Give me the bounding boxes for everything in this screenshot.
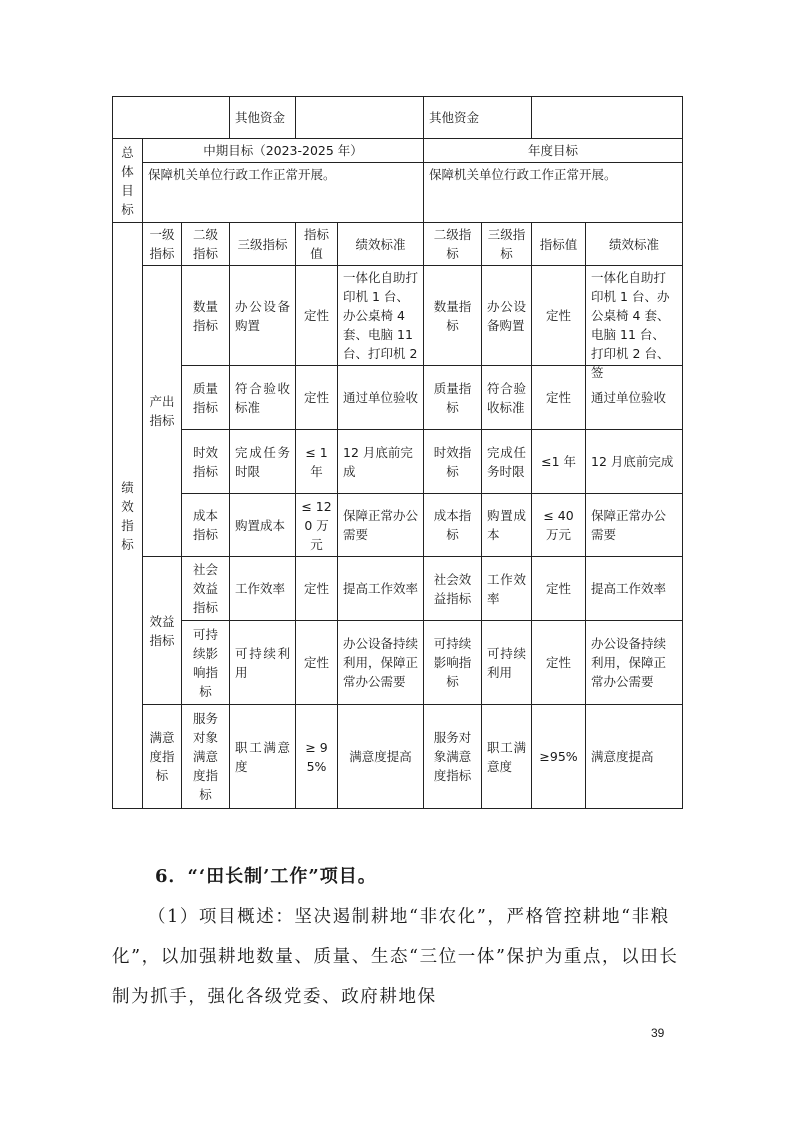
annual-standard-cell: 一体化自助打印机 1 台、办公桌椅 4 套、电脑 11 台、打印机 2 台、签 — [586, 266, 683, 366]
annual-level2-cell: 服务对象满意度指标 — [424, 705, 482, 809]
header-level3: 三级指标 — [230, 223, 296, 266]
value-cell: ≤ 120 万元 — [296, 494, 338, 557]
annual-level2-cell: 社会效益指标 — [424, 557, 482, 621]
mid-term-goal-header: 中期目标（2023-2025 年） — [143, 139, 424, 163]
table-row — [113, 557, 683, 621]
annual-level2-cell: 成本指标 — [424, 494, 482, 557]
annual-level2-cell: 时效指标 — [424, 430, 482, 494]
annual-value-cell: 定性 — [532, 621, 586, 705]
value-cell: 定性 — [296, 621, 338, 705]
annual-level3-cell: 工作效率 — [482, 557, 532, 621]
annual-level2-cell: 数量指标 — [424, 266, 482, 366]
level3-cell: 办公设备购置 — [230, 266, 296, 366]
level2-cell: 成本指标 — [182, 494, 230, 557]
level2-cell: 数量指标 — [182, 266, 230, 366]
empty-cell — [296, 97, 424, 139]
page-number: 39 — [651, 1026, 665, 1040]
annual-value-cell: 定性 — [532, 557, 586, 621]
annual-level2-cell: 可持续影响指标 — [424, 621, 482, 705]
level3-cell: 符合验收标准 — [230, 366, 296, 430]
annual-standard-cell: 提高工作效率 — [586, 557, 683, 621]
table-row — [113, 621, 683, 705]
value-cell: 定性 — [296, 557, 338, 621]
standard-cell: 办公设备持续利用，保障正常办公需要 — [338, 621, 424, 705]
annual-level3-cell: 购置成本 — [482, 494, 532, 557]
annual-standard-cell: 12 月底前完成 — [586, 430, 683, 494]
value-cell: 定性 — [296, 366, 338, 430]
level3-cell: 购置成本 — [230, 494, 296, 557]
group-output-label: 产出指标 — [143, 266, 182, 557]
header-level2: 二级指标 — [182, 223, 230, 266]
section-paragraph: （1）项目概述：坚决遏制耕地“非农化”，严格管控耕地“非粮化”，以加强耕地数量、质量、生态“三位一体”保护为重点，以田长制为抓手，强化各级党委、政府耕地保 — [112, 907, 679, 1007]
empty-cell — [532, 97, 683, 139]
annual-value-cell: 定性 — [532, 266, 586, 366]
annual-level3-cell: 可持续利用 — [482, 621, 532, 705]
header-annual-standard: 绩效标准 — [586, 223, 683, 266]
annual-level3-cell: 办公设备购置 — [482, 266, 532, 366]
group-benefit-label: 效益指标 — [143, 557, 182, 705]
header-annual-level3: 三级指标 — [482, 223, 532, 266]
annual-standard-cell: 办公设备持续利用，保障正常办公需要 — [586, 621, 683, 705]
annual-value-cell: ≤ 40 万元 — [532, 494, 586, 557]
standard-cell: 通过单位验收 — [338, 366, 424, 430]
section-heading: 6．“‘田长制’工作”项目。 — [155, 866, 377, 887]
other-funds-row — [113, 97, 683, 139]
performance-indicator-label: 绩效指标 — [113, 223, 143, 809]
table-row — [113, 266, 683, 366]
indicator-header-row — [113, 223, 683, 266]
header-value: 指标值 — [296, 223, 338, 266]
other-funds-label-annual: 其他资金 — [424, 97, 532, 139]
header-annual-value: 指标值 — [532, 223, 586, 266]
level3-cell: 职工满意度 — [230, 705, 296, 809]
overall-goal-header-row — [113, 139, 683, 163]
header-annual-level2: 二级指标 — [424, 223, 482, 266]
value-cell: ≥ 95% — [296, 705, 338, 809]
other-funds-label-mid: 其他资金 — [230, 97, 296, 139]
annual-level3-cell: 职工满意度 — [482, 705, 532, 809]
standard-cell: 12 月底前完成 — [338, 430, 424, 494]
standard-cell: 一体化自助打印机 1 台、办公桌椅 4 套、电脑 11 台、打印机 2 — [338, 266, 424, 366]
standard-cell: 提高工作效率 — [338, 557, 424, 621]
overall-goal-text-row — [113, 163, 683, 223]
performance-table — [112, 96, 683, 809]
annual-level3-cell: 完成任务时限 — [482, 430, 532, 494]
level2-cell: 可持续影响指标 — [182, 621, 230, 705]
annual-value-cell: ≤1 年 — [532, 430, 586, 494]
standard-cell: 满意度提高 — [338, 705, 424, 809]
table-row — [113, 494, 683, 557]
annual-value-cell: 定性 — [532, 366, 586, 430]
level2-cell: 时效指标 — [182, 430, 230, 494]
mid-term-goal-text: 保障机关单位行政工作正常开展。 — [143, 163, 424, 223]
value-cell: 定性 — [296, 266, 338, 366]
level2-cell: 质量指标 — [182, 366, 230, 430]
level3-cell: 可持续利用 — [230, 621, 296, 705]
annual-level3-cell: 符合验收标准 — [482, 366, 532, 430]
level3-cell: 工作效率 — [230, 557, 296, 621]
table-row — [113, 430, 683, 494]
annual-value-cell: ≥95% — [532, 705, 586, 809]
annual-standard-cell: 通过单位验收 — [586, 366, 683, 430]
empty-cell — [113, 97, 230, 139]
annual-standard-cell: 保障正常办公需要 — [586, 494, 683, 557]
annual-level2-cell: 质量指标 — [424, 366, 482, 430]
header-standard: 绩效标准 — [338, 223, 424, 266]
value-cell: ≤ 1 年 — [296, 430, 338, 494]
level3-cell: 完成任务时限 — [230, 430, 296, 494]
annual-standard-cell: 满意度提高 — [586, 705, 683, 809]
annual-goal-header: 年度目标 — [424, 139, 683, 163]
level2-cell: 服务对象满意度指标 — [182, 705, 230, 809]
standard-cell: 保障正常办公需要 — [338, 494, 424, 557]
header-level1: 一级指标 — [143, 223, 182, 266]
group-satisfaction-label: 满意度指标 — [143, 705, 182, 809]
level2-cell: 社会效益指标 — [182, 557, 230, 621]
annual-goal-text: 保障机关单位行政工作正常开展。 — [424, 163, 683, 223]
table-row — [113, 705, 683, 809]
overall-goal-label: 总体目标 — [113, 139, 143, 223]
